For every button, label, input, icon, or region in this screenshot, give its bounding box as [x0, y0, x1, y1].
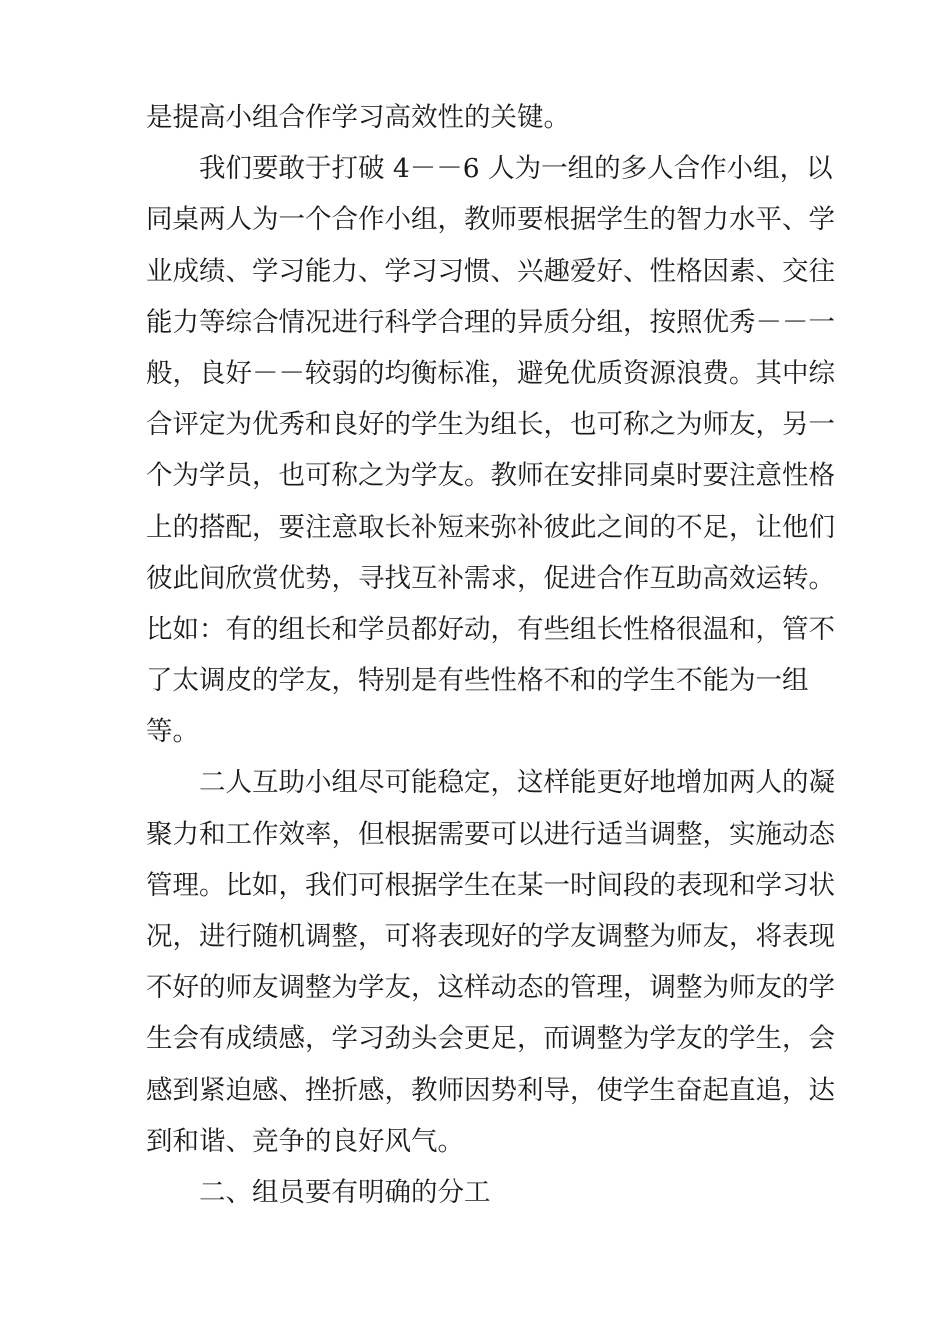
text-line: 业成绩、学习能力、学习习惯、兴趣爱好、性格因素、交往	[146, 255, 835, 287]
document-body	[146, 92, 835, 1218]
text-line: 是提高小组合作学习高效性的关键。	[146, 102, 570, 133]
text-line: 生会有成绩感，学习劲头会更足，而调整为学友的学生，会	[146, 1023, 835, 1055]
text-line: 同桌两人为一个合作小组，教师要根据学生的智力水平、学	[146, 204, 835, 236]
text-line: 了太调皮的学友，特别是有些性格不和的学生不能为一组	[146, 665, 809, 697]
text-line: 管理。比如，我们可根据学生在某一时间段的表现和学习状	[146, 869, 835, 901]
text-line: 般，良好－－较弱的均衡标准，避免优质资源浪费。其中综	[146, 357, 835, 389]
text-line: 况，进行随机调整，可将表现好的学友调整为师友，将表现	[146, 921, 835, 952]
text-line: 不好的师友调整为学友，这样动态的管理，调整为师友的学	[146, 972, 835, 1004]
text-line: 比如：有的组长和学员都好动，有些组长性格很温和，管不	[146, 613, 835, 645]
paragraph-start-line: 二人互助小组尽可能稳定，这样能更好地增加两人的凝	[199, 767, 835, 799]
text-line: 能力等综合情况进行科学合理的异质分组，按照优秀－－一	[146, 306, 835, 338]
text-line: 等。	[146, 716, 199, 748]
text-line: 合评定为优秀和良好的学生为组长，也可称之为师友，另一	[146, 409, 835, 441]
text-line: 聚力和工作效率，但根据需要可以进行适当调整，实施动态	[146, 818, 835, 850]
section-heading: 二、组员要有明确的分工	[199, 1176, 491, 1208]
text-line: 彼此间欣赏优势，寻找互补需求，促进合作互助高效运转。	[146, 562, 835, 594]
paragraph-start-line: 我们要敢于打破 4－－6 人为一组的多人合作小组，以	[199, 153, 833, 185]
text-line: 个为学员，也可称之为学友。教师在安排同桌时要注意性格	[146, 460, 835, 492]
text-line: 到和谐、竞争的良好风气。	[146, 1125, 464, 1157]
text-line: 上的搭配，要注意取长补短来弥补彼此之间的不足，让他们	[146, 511, 835, 543]
text-line: 感到紧迫感、挫折感，教师因势利导，使学生奋起直追，达	[146, 1074, 835, 1106]
